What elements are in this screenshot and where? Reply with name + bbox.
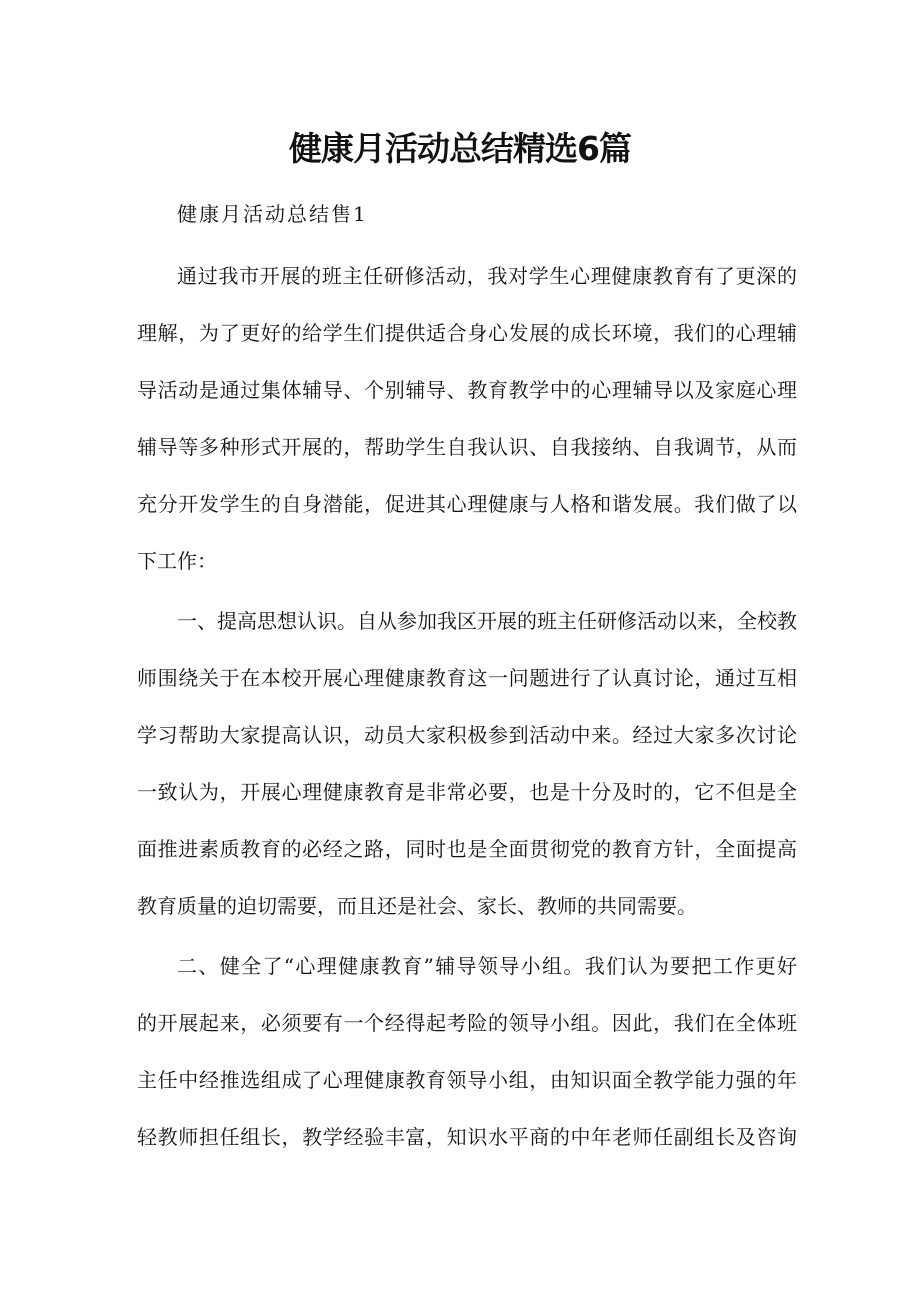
paragraph-line: 理解，为了更好的给学生们提供适合身心发展的成长环境，我们的心理辅: [137, 321, 797, 345]
paragraph-line: 主任中经推选组成了心理健康教育领导小组，由知识面全教学能力强的年: [137, 1068, 797, 1092]
paragraph-line: 一、提高思想认识。自从参加我区开展的班主任研修活动以来，全校教: [177, 609, 797, 633]
paragraph-line: 辅导等多种形式开展的，帮助学生自我认识、自我接纳、自我调节，从而: [137, 435, 797, 459]
paragraph-line: 的开展起来，必须要有一个经得起考险的领导小组。因此，我们在全体班: [137, 1011, 797, 1035]
paragraph-line: 教育质量的迫切需要，而且还是社会、家长、教师的共同需要。: [137, 894, 697, 918]
paragraph-line: 导活动是通过集体辅导、个别辅导、教育教学中的心理辅导以及家庭心理: [137, 378, 797, 402]
paragraph-item-2: [137, 938, 797, 1166]
paragraph-line: 师围绕关于在本校开展心理健康教育这一问题进行了认真讨论，通过互相: [137, 666, 797, 690]
section-heading: 健康月活动总结售1: [177, 202, 368, 226]
paragraph-line: 一致认为，开展心理健康教育是非常必要，也是十分及时的，它不但是全: [137, 780, 797, 804]
paragraph-line: 学习帮助大家提高认识，动员大家积极参到活动中来。经过大家多次讨论: [137, 723, 797, 747]
paragraph-item-1: [137, 593, 797, 935]
document-title: 健康月活动总结精选6篇: [289, 129, 631, 168]
paragraph-line: 下工作：: [137, 549, 217, 573]
paragraph-line: 通过我市开展的班主任研修活动，我对学生心理健康教育有了更深的: [177, 264, 797, 288]
paragraph-intro: [137, 248, 797, 590]
paragraph-line: 二、健全了“心理健康教育”辅导领导小组。我们认为要把工作更好: [177, 954, 797, 978]
paragraph-line: 充分开发学生的自身潜能，促进其心理健康与人格和谐发展。我们做了以: [137, 492, 797, 516]
paragraph-line: 面推进素质教育的必经之路，同时也是全面贯彻党的教育方针，全面提高: [137, 837, 797, 861]
paragraph-line: 轻教师担任组长，教学经验丰富，知识水平商的中年老师任副组长及咨询: [137, 1125, 797, 1149]
